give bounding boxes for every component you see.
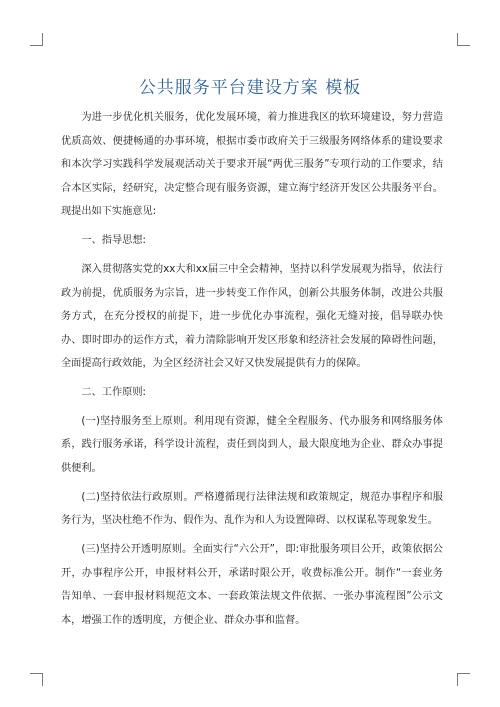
section-heading-work-principles: 二、工作原则: bbox=[81, 387, 146, 399]
crop-mark-top-right bbox=[457, 33, 470, 46]
principle-transparency: (三)坚持公开透明原则。全面实行“六公开”，即:审批服务项目公开，政策依据公开，办事程序公开，申报材料公开，承诺时限公开，收费标准公开。制作“一套业务告知单、一套申报材料规范文本、一套政策法规文件依据、一张办事流程图”公示文本，增强工作的透明度，方便企业、群众办事和监督。 bbox=[61, 544, 443, 626]
document-title: 公共服务平台建设方案 模板 bbox=[138, 78, 362, 99]
crop-mark-top-left bbox=[30, 33, 43, 46]
principle-lawful-administration: (二)坚持依法行政原则。严格遵循现行法律法规和政策规定，规范办事程序和服务行为，坚决杜绝不作为、假作为、乱作为和人为设置障碍、以权谋私等现象发生。 bbox=[61, 491, 443, 527]
intro-paragraph: 为进一步优化机关服务，优化发展环境，着力推进我区的软环境建设，努力营造优质高效、便捷畅通的办事环境，根据市委市政府关于三级服务网络体系的建设要求和本次学习实践科学发展观活动关于要求开展“两优三服务”专项行动的工作要求，结合本区实际，经研究，决定整合现有服务资源，建立海宁经济开发区公共服务平台。现提出如下实施意见: bbox=[61, 112, 443, 218]
crop-mark-bottom-right bbox=[457, 673, 470, 686]
guiding-ideology-paragraph: 深入贯彻落实党的xx大和xx届三中全会精神，坚持以科学发展观为指导，依法行政为前提，优质服务为宗旨，进一步转变工作作风，创新公共服务体制，改进公共服务方式，在充分授权的前提下，进一步优化办事流程，强化无缝对接，倡导联办快办、即时即办的运作方式，着力清除影响开发区形象和经济社会发展的障碍性问题，全面提高行政效能，为全区经济社会又好又快发展提供有力的保障。 bbox=[61, 263, 443, 370]
document-body bbox=[61, 106, 443, 638]
crop-mark-bottom-left bbox=[30, 673, 43, 686]
section-heading-guiding-ideology: 一、指导思想: bbox=[81, 235, 146, 247]
principle-service-first: (一)坚持服务至上原则。利用现有资源，健全全程服务、代办服务和网络服务体系，践行服务承诺，科学设计流程，责任到岗到人，最大限度地为企业、群众办事提供便利。 bbox=[61, 415, 443, 475]
